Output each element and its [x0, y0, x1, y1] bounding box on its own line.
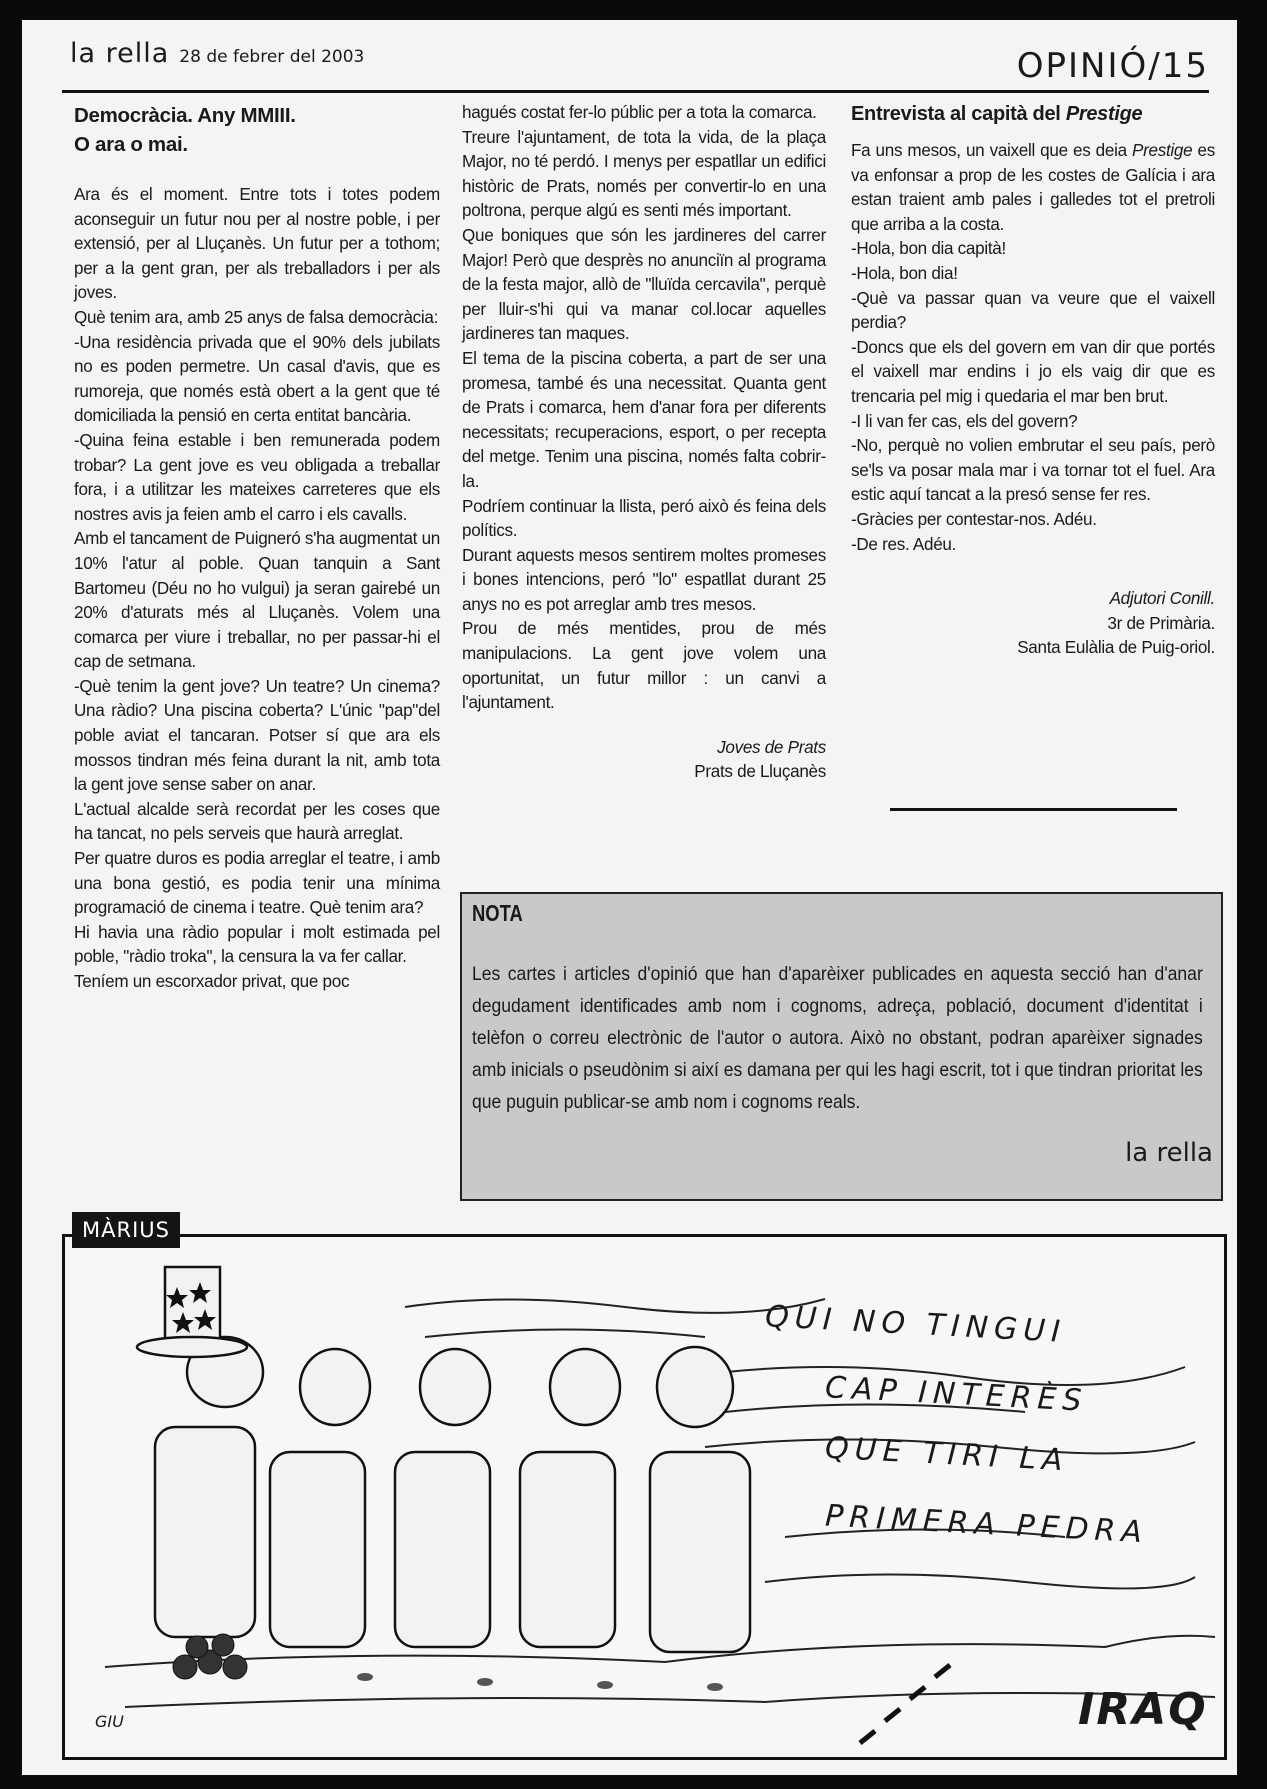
interview-dialogue	[851, 237, 1215, 557]
article-paragraph: El tema de la piscina coberta, a part de ser una promesa, també és una necessitat. Quanta gent de Prats i comarca, hem d'anar fora per diferents necessitats; recuperacions, esport, o per recepta del metge. Tenim una piscina, només falta cobrir-la.	[462, 348, 826, 491]
article-paragraph: Podríem continuar la llista, peró això és feina dels polítics.	[462, 496, 826, 541]
article-paragraph: Per quatre duros es podia arreglar el teatre, i amb una bona gestió, es podia tenir una mínima programació de cinema i teatre. Què tenim ara?	[74, 849, 440, 918]
signature-place: Santa Eulàlia de Puig-oriol.	[1017, 638, 1215, 658]
cartoon-panel	[62, 1234, 1227, 1760]
road-label: IRAQ	[1078, 1684, 1208, 1735]
page-header-left	[70, 38, 364, 69]
dialogue-line: -De res. Adéu.	[851, 534, 957, 554]
signature-place: Prats de Lluçanès	[694, 762, 826, 782]
article-signature	[462, 736, 826, 785]
interview-signature	[851, 587, 1215, 661]
article-democracia-col2	[462, 101, 826, 785]
dialogue-line: -Hola, bon dia!	[851, 263, 958, 283]
article-paragraph: Què tenim ara, amb 25 anys de falsa democràcia:	[74, 307, 439, 327]
article-paragraph: Treure l'ajuntament, de tota la vida, de la plaça Major, no té perdó. I menys per espatllar un edifici històric de Prats, només per convertir-lo en una poltrona, perque algú es senti més important.	[462, 127, 826, 221]
signature-grade: 3r de Primària.	[1107, 613, 1215, 633]
speech-line-4: PRIMERA PEDRA	[824, 1498, 1149, 1551]
cartoon-section-label: MÀRIUS	[72, 1212, 180, 1248]
article-title-line2: O ara o mai.	[74, 133, 188, 156]
article-paragraph: Amb el tancament de Puigneró s'ha augmentat un 10% l'atur al poble. Quan tanquin a Sant Bartomeu (Déu no ho vulgui) ja seran gairebé un 20% d'aturats més al Lluçanès. Volem una comarca per viure i treballar, no per passar-hi el cap de setmana.	[74, 529, 440, 672]
publication-name: la rella	[70, 38, 170, 69]
article-title-line1: Democràcia. Any MMIII.	[74, 104, 296, 127]
article-prestige	[851, 101, 1215, 661]
speech-line-1: QUI NO TINGUI	[764, 1299, 1067, 1350]
nota-box	[460, 892, 1223, 1201]
article-paragraph: Hi havia una ràdio popular i molt estimada pel poble, "ràdio troka", la censura la va fer callar.	[74, 922, 440, 967]
artist-signature: GIU	[95, 1712, 124, 1731]
article-paragraph: -Quina feina estable i ben remunerada podem trobar? La gent jove es veu obligada a treballar fora, i a utilitzar les mateixes carreteres que els nostres avis ja feien amb el carro i els cavalls.	[74, 430, 440, 524]
article-paragraph: Prou de més mentides, prou de més manipulacions. La gent jove volem una oportunitat, un futur millor : un canvi a l'ajuntament.	[462, 619, 826, 713]
article-paragraph: Que boniques que són les jardineres del carrer Major! Però que desprès no anunciïn al programa de la festa major, allò de "lluïda cercavila", perquè per lluir-s'hi qui va manar col.locar aquelles jardineres tan maques.	[462, 225, 826, 344]
article-paragraph: Teníem un escorxador privat, que poc	[74, 972, 350, 991]
article-democracia-col1	[74, 101, 440, 995]
signature-author: Joves de Prats	[717, 737, 826, 757]
dialogue-line: -No, perquè no volien embrutar el seu país, però se'ls va posar mala mar i va tornar tot el fuel. Ara estic aquí tancat a la presó sense fer res.	[851, 436, 1215, 505]
article-paragraph: hagués costat fer-lo públic per a tota la comarca.	[462, 103, 817, 122]
dialogue-line: -Hola, bon dia capità!	[851, 239, 1006, 259]
article-body-col1	[74, 183, 440, 995]
speech-line-2: CAP INTERÈS	[824, 1370, 1089, 1419]
nota-title: NOTA	[472, 900, 523, 926]
article-paragraph: -Què tenim la gent jove? Un teatre? Un cinema? Una ràdio? Una piscina coberta? L'únic "pap"del poble aviat el tancaran. Potser sí que ara els mossos tindran més feina durant la nit, amb tota la gent jove sense saber on anar.	[74, 676, 440, 795]
dialogue-line: -Què va passar quan va veure que el vaixell perdia?	[851, 288, 1215, 333]
article-paragraph: -Una residència privada que el 90% dels jubilats no es poden permetre. Un casal d'avis, que es rumoreja, que només està obert a la gent que té domiciliada la pensió en certa entitat bancària.	[74, 332, 440, 426]
interview-intro: Fa uns mesos, un vaixell que es deia Prestige es va enfonsar a prop de les costes de Galícia i ara estan traient amb pales i galledes tot el pretroli que arriba a la costa.	[851, 141, 1215, 234]
article-paragraph: Durant aquests mesos sentirem moltes promeses i bones intencions, peró "lo" espatllat durant 25 anys no es pot arreglar amb tres mesos.	[462, 545, 826, 614]
nota-text: Les cartes i articles d'opinió que han d'aparèixer publicades en aquesta secció han d'anar degudament identificades amb nom i cognoms, adreça, població, document d'identitat i telèfon o correu electrònic de l'autor o autora. Això no obstant, podran aparèixer signades amb inicials o pseudònim si així es damana per qui les hagi escrit, tot i que tindran prioritat les que puguin publicar-se amb nom i cognoms reals.	[472, 963, 1203, 1113]
interview-title: Entrevista al capità del Prestige	[851, 103, 1143, 125]
dialogue-line: -I li van fer cas, els del govern?	[851, 411, 1078, 431]
header-rule	[62, 90, 1209, 93]
column-end-rule	[890, 808, 1177, 811]
nota-signature: la rella	[1125, 1138, 1213, 1168]
section-page-title: OPINIÓ/15	[1016, 46, 1209, 86]
dialogue-line: -Doncs que els del govern em van dir que portés el vaixell mar endins i jo els vaig dir que es trencaria pel mig i quedaria el mar ben brut.	[851, 337, 1215, 406]
article-paragraph: L'actual alcalde serà recordat per les coses que ha tancat, no pels serveis que haurà arreglat.	[74, 799, 440, 844]
signature-author: Adjutori Conill.	[1109, 589, 1215, 609]
issue-date: 28 de febrer del 2003	[179, 47, 365, 67]
newspaper-page	[22, 20, 1237, 1775]
article-body-col2	[462, 101, 826, 716]
article-title	[74, 101, 440, 159]
dialogue-line: -Gràcies per contestar-nos. Adéu.	[851, 509, 1097, 529]
article-paragraph: Ara és el moment. Entre tots i totes podem aconseguir un futur nou per al nostre poble, i per extensió, per al Lluçanès. Un futur per a tothom; per a la gent gran, per als treballadors i per als joves.	[74, 185, 440, 303]
speech-line-3: QUE TIRI LA	[824, 1430, 1070, 1479]
